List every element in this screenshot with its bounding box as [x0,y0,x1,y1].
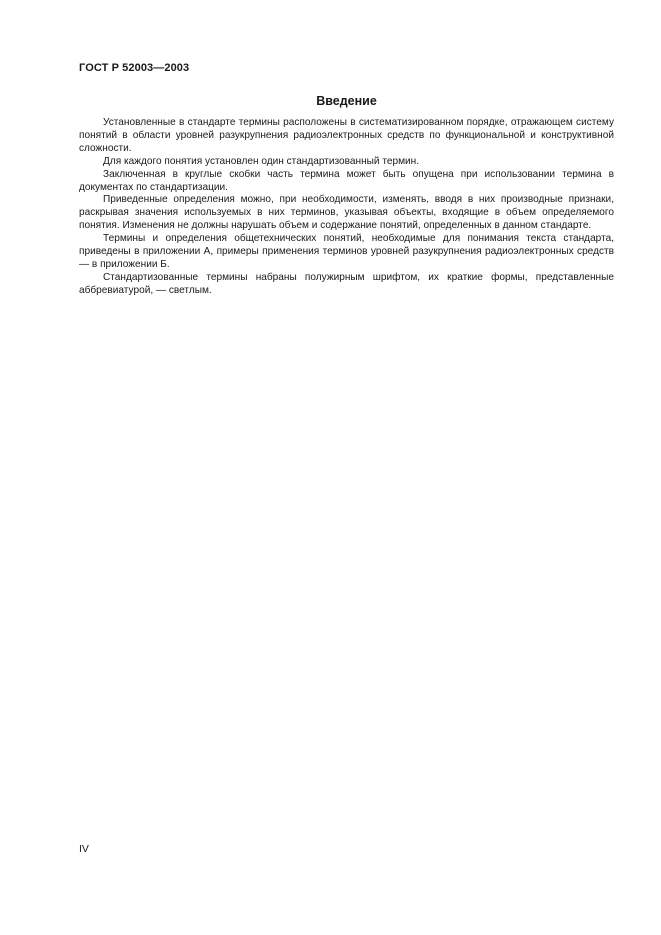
page-number: IV [79,843,89,855]
standard-id-header: ГОСТ Р 52003—2003 [79,62,190,74]
paragraph: Стандартизованные термины набраны полужирным шрифтом, их краткие формы, представленные аббревиатурой, — светлым. [79,271,614,296]
paragraph: Термины и определения общетехнических понятий, необходимые для понимания текста стандарта, приведены в приложении А, примеры применения терминов уровней разукрупнения радиоэлектронных средств — в приложении Б. [79,233,614,270]
paragraph: Установленные в стандарте термины расположены в систематизированном порядке, отражающем систему понятий в области уровней разукрупнения радиоэлектронных средств по функциональной и конструктивной сложности. [79,117,614,154]
paragraph: Для каждого понятия установлен один стандартизованный термин. [103,155,420,167]
paragraph: Заключенная в круглые скобки часть термина может быть опущена при использовании термина в документах по стандартизации. [79,168,614,193]
section-title: Введение [316,94,377,108]
section-body [79,117,614,298]
paragraph: Приведенные определения можно, при необходимости, изменять, вводя в них производные признаки, раскрывая значения используемых в них терминов, указывая объекты, входящие в объем определяемого понятия. Изменения не должны нарушать объем и содержание понятий, определенных в данном стандарте. [79,194,614,232]
